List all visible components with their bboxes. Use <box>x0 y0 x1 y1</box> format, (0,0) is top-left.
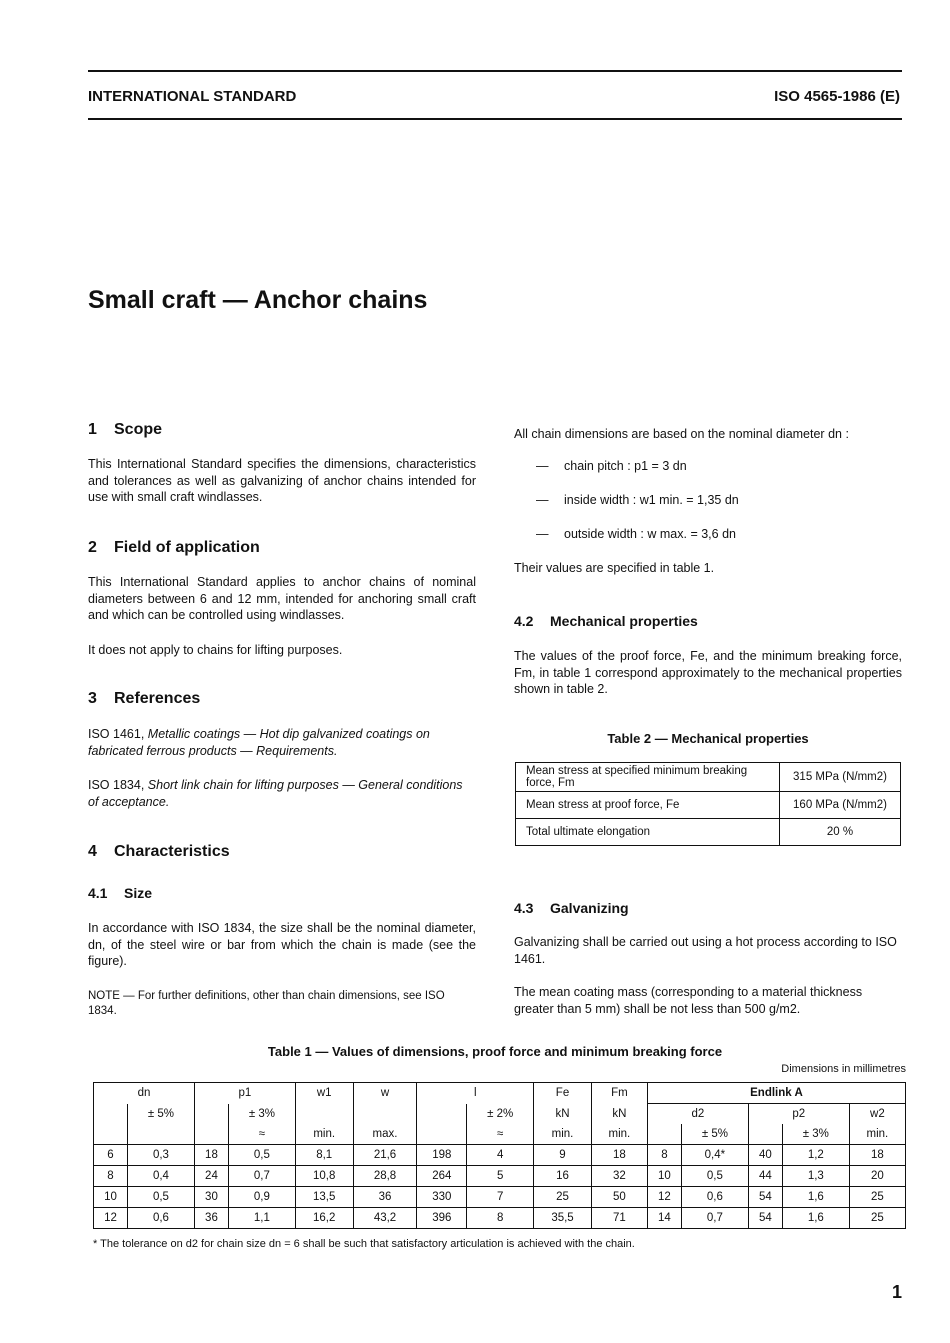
table-cell: 32 <box>591 1166 647 1187</box>
top-rule <box>88 70 902 72</box>
section-3-heading: 3 References <box>88 690 201 707</box>
reference-1: ISO 1461, Metallic coatings — Hot dip galvanized coatings on fabricated ferrous products — Requirements. <box>88 727 430 758</box>
galvanizing-text-1: Galvanizing shall be carried out using a hot process according to ISO 1461. <box>514 935 897 966</box>
table-cell: 1,1 <box>228 1208 295 1229</box>
col-endlink: Endlink A <box>647 1083 905 1104</box>
header-cell: ± 5% <box>128 1104 195 1125</box>
table-cell: 71 <box>591 1208 647 1229</box>
table-cell: 0,7 <box>228 1166 295 1187</box>
col-fm: Fm <box>591 1083 647 1104</box>
table-cell: 0,6 <box>681 1187 748 1208</box>
col-dn: dn <box>94 1083 195 1104</box>
table-cell: 18 <box>194 1145 228 1166</box>
table-cell: 44 <box>748 1166 782 1187</box>
header-cell: ± 3% <box>228 1104 295 1125</box>
table-row <box>94 1145 906 1166</box>
table-header-row <box>94 1124 906 1145</box>
table-cell: 0,5 <box>228 1145 295 1166</box>
table-cell: 28,8 <box>353 1166 417 1187</box>
table-cell: 1,2 <box>782 1145 849 1166</box>
col-w: w <box>353 1083 417 1104</box>
size-text: In accordance with ISO 1834, the size shall be the nominal diameter, dn, of the steel wire or bar from which the chain is made (see the figure). <box>88 921 476 968</box>
table-row <box>94 1166 906 1187</box>
table-cell: 18 <box>849 1145 905 1166</box>
table-cell: 0,3 <box>128 1145 195 1166</box>
table-cell: 330 <box>417 1187 467 1208</box>
table-cell: 16 <box>534 1166 592 1187</box>
section-2-heading: 2 Field of application <box>88 539 260 556</box>
values-note: Their values are specified in table 1. <box>514 561 715 575</box>
table-cell: 10,8 <box>295 1166 353 1187</box>
table-cell: 0,5 <box>128 1187 195 1208</box>
section-4-2-heading: 4.2 Mechanical properties <box>514 613 698 629</box>
table-1-footnote: * The tolerance on d2 for chain size dn = 6 shall be such that satisfactory articulation is achieved with the chain. <box>93 1238 635 1250</box>
table-cell: 160 MPa (N/mm2) <box>780 792 901 819</box>
table-2-caption: Table 2 — Mechanical properties <box>607 731 809 746</box>
col-l: l <box>417 1083 534 1104</box>
header-cell: min. <box>849 1124 905 1145</box>
header-right: ISO 4565-1986 (E) <box>774 88 900 105</box>
header-cell: ± 2% <box>467 1104 534 1125</box>
galvanizing-text-2: The mean coating mass (corresponding to a material thickness greater than 5 mm) shall be not less than 500 g/m2. <box>514 985 863 1016</box>
table-cell: 10 <box>94 1187 128 1208</box>
col-fe: Fe <box>534 1083 592 1104</box>
table-cell: 4 <box>467 1145 534 1166</box>
table-cell: 10 <box>647 1166 681 1187</box>
table-cell: 43,2 <box>353 1208 417 1229</box>
header-cell: ≈ <box>467 1124 534 1145</box>
table-cell: 12 <box>94 1208 128 1229</box>
table-row <box>516 763 901 792</box>
table-cell: 264 <box>417 1166 467 1187</box>
table-cell: 6 <box>94 1145 128 1166</box>
header-cell: min. <box>591 1124 647 1145</box>
dimensions-intro: All chain dimensions are based on the nominal diameter dn : <box>514 427 849 441</box>
table-cell: 1,3 <box>782 1166 849 1187</box>
col-p1: p1 <box>194 1083 295 1104</box>
document-title: Small craft — Anchor chains <box>88 286 428 314</box>
table-cell: 1,6 <box>782 1187 849 1208</box>
header-cell: d2 <box>647 1104 748 1125</box>
table-cell: 13,5 <box>295 1187 353 1208</box>
table-cell: 35,5 <box>534 1208 592 1229</box>
col-w1: w1 <box>295 1083 353 1104</box>
header-cell: kN <box>591 1104 647 1125</box>
table-cell: 315 MPa (N/mm2) <box>780 763 901 792</box>
list-item: — outside width : w max. = 3,6 dn <box>536 527 736 541</box>
table-cell: 50 <box>591 1187 647 1208</box>
table-row <box>516 819 901 846</box>
table-cell: 0,9 <box>228 1187 295 1208</box>
table-cell: 54 <box>748 1187 782 1208</box>
table-cell: 5 <box>467 1166 534 1187</box>
table-cell: 30 <box>194 1187 228 1208</box>
table-cell: 0,6 <box>128 1208 195 1229</box>
table-cell: 7 <box>467 1187 534 1208</box>
table-cell: 18 <box>591 1145 647 1166</box>
table-cell: 20 <box>849 1166 905 1187</box>
table-cell: 20 % <box>780 819 901 846</box>
table-cell: 198 <box>417 1145 467 1166</box>
scope-text: This International Standard specifies the dimensions, characteristics and tolerances as well as galvanizing of anchor chains intended for use with small craft windlasses. <box>88 457 476 504</box>
table-cell: 1,6 <box>782 1208 849 1229</box>
table-row <box>94 1187 906 1208</box>
field-text-2: It does not apply to chains for lifting purposes. <box>88 643 343 657</box>
header-cell: max. <box>353 1124 417 1145</box>
reference-2: ISO 1834, Short link chain for lifting purposes — General conditions of acceptance. <box>88 778 463 809</box>
table-cell: 396 <box>417 1208 467 1229</box>
table-row <box>516 792 901 819</box>
table-cell: 16,2 <box>295 1208 353 1229</box>
table-1-caption: Table 1 — Values of dimensions, proof force and minimum breaking force <box>267 1044 723 1059</box>
header-left: INTERNATIONAL STANDARD <box>88 88 297 105</box>
table-cell: 0,4 <box>128 1166 195 1187</box>
section-4-3-heading: 4.3 Galvanizing <box>514 900 629 916</box>
table-cell: 25 <box>534 1187 592 1208</box>
header-cell: w2 <box>849 1104 905 1125</box>
table-cell: 8 <box>647 1145 681 1166</box>
table-cell: Mean stress at proof force, Fe <box>516 792 780 819</box>
header-cell: kN <box>534 1104 592 1125</box>
header-cell: ± 5% <box>681 1124 748 1145</box>
table-cell: 36 <box>194 1208 228 1229</box>
table-cell: 0,4* <box>681 1145 748 1166</box>
table-header-row <box>94 1083 906 1104</box>
page-number: 1 <box>892 1282 903 1302</box>
size-note: NOTE — For further definitions, other than chain dimensions, see ISO 1834. <box>88 990 445 1017</box>
mechanical-text: The values of the proof force, Fe, and the minimum breaking force, Fm, in table 1 correspond approximately to the mechanical properties shown in table 2. <box>514 649 902 696</box>
table-cell: Total ultimate elongation <box>516 819 780 846</box>
section-4-heading: 4 Characteristics <box>88 843 230 860</box>
table-cell: 8 <box>467 1208 534 1229</box>
table-cell: 9 <box>534 1145 592 1166</box>
header-cell: min. <box>534 1124 592 1145</box>
table-cell: 36 <box>353 1187 417 1208</box>
dimensions-table <box>93 1082 906 1229</box>
header-cell: p2 <box>748 1104 849 1125</box>
table-cell: 8,1 <box>295 1145 353 1166</box>
table-cell: 21,6 <box>353 1145 417 1166</box>
table-1-units: Dimensions in millimetres <box>781 1063 906 1075</box>
table-cell: 40 <box>748 1145 782 1166</box>
table-cell: 14 <box>647 1208 681 1229</box>
header-cell: ≈ <box>228 1124 295 1145</box>
header-cell: min. <box>295 1124 353 1145</box>
header-cell: ± 3% <box>782 1124 849 1145</box>
field-text-1: This International Standard applies to anchor chains of nominal diameters between 6 and 12 mm, intended for anchoring small craft and which can be controlled using windlasses. <box>88 575 476 622</box>
table-header-row <box>94 1104 906 1125</box>
table-cell: 8 <box>94 1166 128 1187</box>
list-item: — chain pitch : p1 = 3 dn <box>536 459 687 473</box>
table-cell: 25 <box>849 1187 905 1208</box>
section-1-heading: 1 Scope <box>88 421 163 438</box>
table-row <box>94 1208 906 1229</box>
mechanical-properties-table <box>515 762 901 846</box>
table-cell: 0,7 <box>681 1208 748 1229</box>
table-cell: Mean stress at specified minimum breaking force, Fm <box>516 763 780 792</box>
table-cell: 12 <box>647 1187 681 1208</box>
header-rule <box>88 118 902 120</box>
table-cell: 25 <box>849 1208 905 1229</box>
table-cell: 54 <box>748 1208 782 1229</box>
list-item: — inside width : w1 min. = 1,35 dn <box>536 493 739 507</box>
table-cell: 24 <box>194 1166 228 1187</box>
table-cell: 0,5 <box>681 1166 748 1187</box>
section-4-1-heading: 4.1 Size <box>88 885 153 901</box>
